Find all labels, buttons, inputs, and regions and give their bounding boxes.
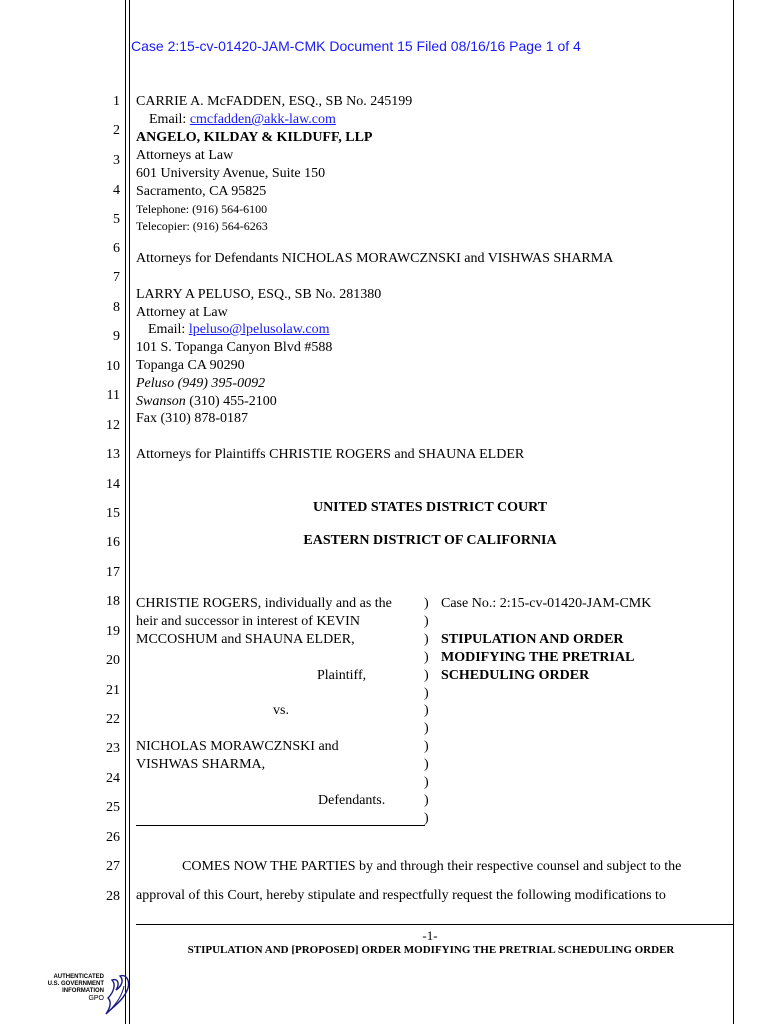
line-number: 28 — [106, 889, 120, 904]
plaintiff-address-2: Topanga CA 90290 — [136, 358, 245, 373]
line-number: 12 — [106, 418, 120, 433]
caption-paren: ) — [424, 775, 429, 790]
line-number: 18 — [106, 594, 120, 609]
line-number: 23 — [106, 741, 120, 756]
caption-paren: ) — [424, 650, 429, 665]
line-number: 4 — [113, 183, 120, 198]
case-header: Case 2:15-cv-01420-JAM-CMK Document 15 Filed 08/16/16 Page 1 of 4 — [131, 38, 581, 54]
plaintiff-caption-3: MCCOSHUM and SHAUNA ELDER, — [136, 632, 355, 647]
caption-paren: ) — [424, 596, 429, 611]
line-number: 27 — [106, 859, 120, 874]
plaintiff-attorneys-for: Attorneys for Plaintiffs CHRISTIE ROGERS and SHAUNA ELDER — [136, 447, 525, 462]
plaintiff-attorney-name: LARRY A PELUSO, ESQ., SB No. 281380 — [136, 287, 382, 302]
plaintiff-caption-1: CHRISTIE ROGERS, individually and as the — [136, 596, 392, 611]
plaintiff-title: Attorney at Law — [136, 305, 228, 320]
left-margin-rule-1 — [125, 0, 126, 1024]
footer-title: STIPULATION AND [PROPOSED] ORDER MODIFYING THE PRETRIAL SCHEDULING ORDER — [187, 944, 675, 956]
line-number: 7 — [113, 270, 120, 285]
caption-paren: ) — [424, 721, 429, 736]
caption-paren: ) — [424, 614, 429, 629]
email-label: Email: — [149, 112, 190, 127]
seal-line: U.S. GOVERNMENT — [47, 981, 104, 987]
defense-title: Attorneys at Law — [136, 148, 234, 163]
seal-line: GPO — [88, 995, 104, 1002]
plaintiff-email-line — [148, 322, 330, 338]
gpo-authentication-seal — [42, 970, 132, 1020]
plaintiff-caption-2: heir and successor in interest of KEVIN — [136, 614, 360, 629]
caption-paren: ) — [424, 686, 429, 701]
defense-address-1: 601 University Avenue, Suite 150 — [136, 166, 326, 181]
document-title-2: MODIFYING THE PRETRIAL — [441, 650, 635, 665]
plaintiff-fax: Fax (310) 878-0187 — [136, 411, 248, 426]
line-number: 13 — [106, 447, 120, 462]
body-paragraph-line-2: approval of this Court, hereby stipulate and respectfully request the following modifications to — [136, 888, 666, 903]
caption-paren: ) — [424, 632, 429, 647]
defense-address-2: Sacramento, CA 95825 — [136, 184, 267, 199]
eagle-icon — [102, 970, 132, 1020]
line-number: 6 — [113, 241, 120, 256]
caption-paren: ) — [424, 739, 429, 754]
line-number: 22 — [106, 712, 120, 727]
defense-firm-name: ANGELO, KILDAY & KILDUFF, LLP — [136, 130, 373, 145]
line-number: 21 — [106, 683, 120, 698]
plaintiff-phone-1: Peluso (949) 395-0092 — [136, 376, 266, 391]
line-number: 11 — [106, 388, 120, 403]
caption-paren: ) — [424, 811, 429, 826]
line-number: 8 — [113, 300, 120, 315]
line-number: 1 — [113, 94, 120, 109]
line-number: 9 — [113, 329, 120, 344]
line-number: 20 — [106, 653, 120, 668]
page-number: -1- — [422, 928, 438, 943]
defense-email-line — [149, 112, 336, 128]
plaintiff-phone-2 — [136, 394, 277, 410]
email-label: Email: — [148, 322, 189, 337]
caption-underline — [136, 825, 425, 826]
line-number: 16 — [106, 535, 120, 550]
case-number: Case No.: 2:15-cv-01420-JAM-CMK — [441, 596, 652, 611]
seal-line: AUTHENTICATED — [53, 974, 104, 980]
right-margin-rule — [733, 0, 734, 1024]
phone-2-name: Swanson — [136, 394, 186, 409]
court-name: UNITED STATES DISTRICT COURT — [312, 500, 548, 515]
defendant-caption-1: NICHOLAS MORAWCZNSKI and — [136, 739, 339, 754]
defendant-role: Defendants. — [318, 793, 386, 808]
line-number: 5 — [113, 212, 120, 227]
defense-telecopier: Telecopier: (916) 564-6263 — [136, 219, 268, 233]
line-number: 25 — [106, 800, 120, 815]
line-number: 26 — [106, 830, 120, 845]
caption-paren: ) — [424, 757, 429, 772]
body-paragraph-line-1: COMES NOW THE PARTIES by and through their respective counsel and subject to the — [182, 859, 682, 874]
defendant-caption-2: VISHWAS SHARMA, — [136, 757, 266, 772]
caption-paren: ) — [424, 668, 429, 683]
line-number: 10 — [106, 359, 120, 374]
document-title-1: STIPULATION AND ORDER — [441, 632, 624, 647]
court-district: EASTERN DISTRICT OF CALIFORNIA — [303, 533, 557, 548]
line-number: 17 — [106, 565, 120, 580]
caption-paren: ) — [424, 793, 429, 808]
versus: vs. — [273, 703, 289, 718]
line-number: 15 — [106, 506, 120, 521]
line-number: 19 — [106, 624, 120, 639]
plaintiff-role: Plaintiff, — [317, 668, 367, 683]
line-number: 2 — [113, 123, 120, 138]
line-number: 24 — [106, 771, 120, 786]
plaintiff-address-1: 101 S. Topanga Canyon Blvd #588 — [136, 340, 333, 355]
footer-rule — [136, 924, 733, 925]
plaintiff-email-link[interactable]: lpeluso@lpelusolaw.com — [188, 322, 330, 337]
defense-email-link[interactable]: cmcfadden@akk-law.com — [189, 112, 336, 127]
defense-attorneys-for: Attorneys for Defendants NICHOLAS MORAWCZNSKI and VISHWAS SHARMA — [136, 251, 614, 266]
phone-2-number: (310) 455-2100 — [185, 394, 277, 409]
line-number: 14 — [106, 477, 120, 492]
seal-line: INFORMATION — [62, 988, 104, 994]
document-title-3: SCHEDULING ORDER — [441, 668, 590, 683]
defense-attorney-name: CARRIE A. McFADDEN, ESQ., SB No. 245199 — [136, 94, 413, 109]
defense-telephone: Telephone: (916) 564-6100 — [136, 202, 268, 216]
caption-paren: ) — [424, 703, 429, 718]
line-number: 3 — [113, 153, 120, 168]
